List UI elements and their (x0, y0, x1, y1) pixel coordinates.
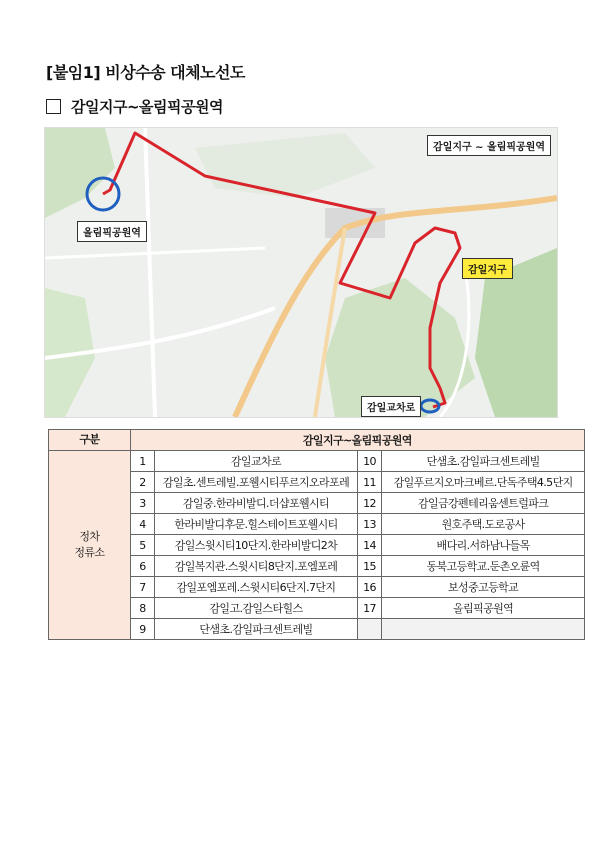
stop-name: 단샘초.감일파크센트레빌 (382, 451, 585, 472)
urban-area (195, 133, 375, 198)
park-area (45, 128, 115, 218)
stop-number: 11 (357, 472, 381, 493)
stop-number: 8 (130, 598, 154, 619)
stop-name: 감일스윗시티10단지.한라비발디2차 (155, 535, 358, 556)
stop-number: 17 (357, 598, 381, 619)
stop-number: 2 (130, 472, 154, 493)
stop-number: 13 (357, 514, 381, 535)
stop-number: 10 (357, 451, 381, 472)
stop-name: 한라비발디후문.힐스테이트포웰시티 (155, 514, 358, 535)
gamil-district-label: 감일지구 (462, 258, 513, 279)
stop-name (382, 619, 585, 640)
checkbox-icon (46, 99, 61, 114)
section-title (46, 96, 223, 117)
stop-number: 14 (357, 535, 381, 556)
stop-number: 12 (357, 493, 381, 514)
stop-name: 감일초.센트레빌.포웰시티푸르지오라포레 (155, 472, 358, 493)
group-label-line1: 정차 (79, 530, 100, 543)
page-heading: [붙임1] 비상수송 대체노선도 (46, 63, 245, 82)
stop-name: 단샘초.감일파크센트레빌 (155, 619, 358, 640)
header-route: 감일지구~올림픽공원역 (130, 430, 584, 451)
stop-name: 보성중고등학교 (382, 577, 585, 598)
stop-number: 4 (130, 514, 154, 535)
stop-name: 감일포엠포레.스윗시티6단지.7단지 (155, 577, 358, 598)
stop-number: 5 (130, 535, 154, 556)
olympic-station-label: 올림픽공원역 (77, 221, 147, 242)
stop-name: 원호주택.도로공사 (382, 514, 585, 535)
route-map (44, 127, 558, 418)
stop-name: 감일중.한라비발디.더샵포웰시티 (155, 493, 358, 514)
stop-number (357, 619, 381, 640)
gamil-intersection-label: 감일교차로 (361, 396, 421, 417)
stop-name: 배다리.서하남나들목 (382, 535, 585, 556)
stop-name: 감일고.감일스타힐스 (155, 598, 358, 619)
stop-name: 감일복지관.스윗시티8단지.포엠포레 (155, 556, 358, 577)
stop-number: 15 (357, 556, 381, 577)
group-label-line2: 정류소 (74, 546, 105, 559)
table-header-row (49, 430, 585, 451)
stop-number: 6 (130, 556, 154, 577)
stop-name: 올림픽공원역 (382, 598, 585, 619)
stop-number: 9 (130, 619, 154, 640)
header-group: 구분 (49, 430, 131, 451)
section-title-text: 감일지구~올림픽공원역 (71, 98, 223, 116)
stop-name: 감일교차로 (155, 451, 358, 472)
table-row (49, 451, 585, 472)
stop-number: 1 (130, 451, 154, 472)
stop-number: 7 (130, 577, 154, 598)
road (45, 248, 265, 258)
stop-number: 3 (130, 493, 154, 514)
stops-group-label (49, 451, 131, 640)
map-legend: 감일지구 ~ 올림픽공원역 (427, 135, 551, 156)
road (145, 128, 155, 417)
stop-name: 동북고등학교.둔촌오륜역 (382, 556, 585, 577)
stops-table (48, 429, 585, 640)
stop-name: 감일금강펜테리움센트럴파크 (382, 493, 585, 514)
stop-number: 16 (357, 577, 381, 598)
stop-name: 감일푸르지오마크베르.단독주택4.5단지 (382, 472, 585, 493)
